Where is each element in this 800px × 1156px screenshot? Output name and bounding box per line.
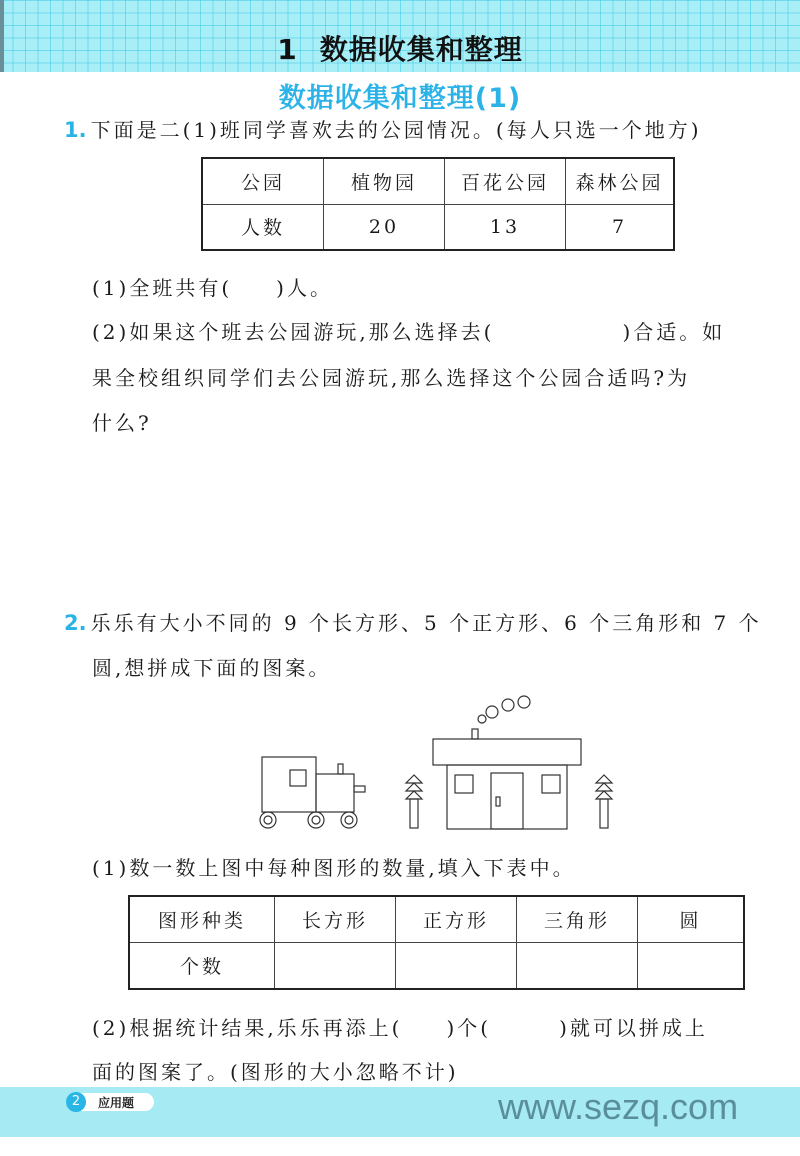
table-cell: 20: [324, 204, 445, 250]
table-cell: 7: [566, 204, 675, 250]
question-2-prompt-line-2: 圆,想拼成下面的图案。: [92, 656, 332, 680]
question-1-part-1: [92, 272, 333, 301]
train-figure: [260, 757, 365, 828]
chapter-title-text: 数据收集和整理: [319, 33, 523, 66]
tree-figure-left: [406, 775, 422, 828]
table-row: [202, 204, 674, 250]
text: (2)如果这个班去公园游玩,那么选择去(: [92, 320, 495, 344]
question-text: 乐乐有大小不同的 9 个长方形、5 个正方形、6 个三角形和 7 个: [90, 611, 762, 635]
table-cell: 三角形: [517, 896, 638, 943]
answer-cell[interactable]: [638, 943, 745, 990]
question-2-part-2-line-2: 面的图案了。(图形的大小忽略不计): [92, 1060, 459, 1084]
question-1-part-2-line-2: 果全校组织同学们去公园游玩,那么选择这个公园合适吗?为: [92, 366, 691, 390]
table-cell: 个数: [129, 943, 275, 990]
chapter-title: [0, 28, 800, 68]
text: (1)全班共有(: [92, 276, 233, 300]
answer-cell[interactable]: [517, 943, 638, 990]
table-header-row: [129, 896, 744, 943]
section-title: 数据收集和整理(1): [278, 83, 522, 114]
table-cell: 森林公园: [566, 158, 675, 204]
table-cell: 圆: [638, 896, 745, 943]
question-1-part-2-line-3: 什么?: [92, 411, 152, 435]
text: )人。: [276, 276, 333, 300]
question-text: 下面是二(1)班同学喜欢去的公园情况。(每人只选一个地方): [90, 118, 702, 142]
table-cell: 公园: [202, 158, 324, 204]
text: )就可以拼成上: [559, 1016, 708, 1040]
text: )合适。如: [622, 320, 726, 344]
question-number: 1.: [64, 118, 87, 142]
question-1-prompt: [64, 114, 702, 143]
table-row: [129, 943, 744, 990]
table-cell: 图形种类: [129, 896, 275, 943]
park-table: [201, 157, 675, 251]
table-cell: 正方形: [396, 896, 517, 943]
table-cell: 长方形: [275, 896, 396, 943]
question-1-part-2-line-1: [92, 316, 725, 345]
table-cell: 百花公园: [445, 158, 566, 204]
question-2-part-2-line-1: [92, 1012, 708, 1041]
text: (2)根据统计结果,乐乐再添上(: [92, 1016, 403, 1040]
answer-cell[interactable]: [396, 943, 517, 990]
question-number: 2.: [64, 611, 87, 635]
shape-count-table: [128, 895, 745, 990]
watermark: www.sezq.com: [498, 1086, 739, 1127]
chapter-number: 1: [277, 33, 298, 66]
page-label: 应用题: [98, 1096, 135, 1110]
table-header-row: [202, 158, 674, 204]
answer-cell[interactable]: [275, 943, 396, 990]
question-2-prompt-line-1: [64, 607, 762, 636]
table-cell: 人数: [202, 204, 324, 250]
table-cell: 13: [445, 204, 566, 250]
table-cell: 植物园: [324, 158, 445, 204]
text: )个(: [446, 1016, 492, 1040]
house-figure: [433, 696, 581, 829]
question-2-part-1: (1)数一数上图中每种图形的数量,填入下表中。: [92, 856, 576, 880]
page-number: 2: [66, 1092, 86, 1112]
tree-figure-right: [596, 775, 612, 828]
